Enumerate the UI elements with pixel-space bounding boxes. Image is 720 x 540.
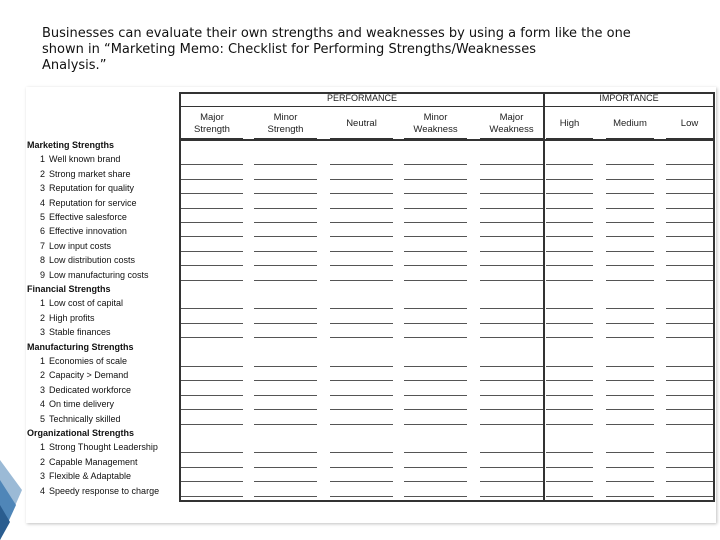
checklist-item [27, 384, 131, 396]
rating-blank[interactable] [606, 193, 654, 194]
rating-blank[interactable] [404, 208, 467, 209]
item-label: Capable Management [49, 456, 138, 467]
column-header-text [346, 118, 377, 130]
item-number: 4 [39, 399, 45, 410]
rating-blank[interactable] [330, 380, 393, 381]
rating-blank[interactable] [666, 308, 713, 309]
item-label: Reputation for service [49, 197, 137, 208]
item-label: High profits [49, 312, 95, 323]
section-heading [27, 341, 134, 353]
column-header-text [268, 112, 304, 136]
rating-blank[interactable] [181, 265, 243, 266]
rating-blank[interactable] [404, 222, 467, 223]
column-header-text [194, 112, 230, 136]
rating-blank[interactable] [181, 395, 243, 396]
column-header [480, 109, 543, 139]
item-number: 3 [39, 471, 45, 482]
rating-blank[interactable] [254, 496, 317, 497]
rating-blank[interactable] [254, 481, 317, 482]
column-header-text [613, 118, 647, 130]
rating-blank[interactable] [181, 323, 243, 324]
rating-blank[interactable] [254, 179, 317, 180]
rating-blank[interactable] [666, 467, 713, 468]
rating-blank[interactable] [480, 424, 543, 425]
rating-blank[interactable] [666, 452, 713, 453]
checklist-item [27, 470, 131, 482]
column-header-line-1: Major [499, 111, 524, 123]
rating-blank[interactable] [254, 251, 317, 252]
item-number: 2 [39, 168, 45, 179]
rating-blank[interactable] [546, 395, 593, 396]
rating-blank[interactable] [480, 409, 543, 410]
rating-blank[interactable] [546, 280, 593, 281]
item-label: Dedicated workforce [49, 384, 132, 395]
rating-blank[interactable] [404, 164, 467, 165]
rating-blank[interactable] [330, 337, 393, 338]
checklist-item [27, 269, 149, 281]
item-number: 1 [39, 298, 45, 309]
rating-blank[interactable] [480, 366, 543, 367]
rating-blank[interactable] [666, 496, 713, 497]
rating-blank[interactable] [404, 323, 467, 324]
checklist-item [27, 297, 123, 309]
rating-blank[interactable] [606, 366, 654, 367]
rating-blank[interactable] [181, 208, 243, 209]
item-label: Stable finances [49, 327, 111, 338]
rating-blank[interactable] [666, 164, 713, 165]
rating-blank[interactable] [546, 308, 593, 309]
rating-blank[interactable] [181, 251, 243, 252]
item-number: 4 [39, 197, 45, 208]
column-header [181, 109, 243, 139]
checklist-item [27, 211, 127, 223]
item-number: 1 [39, 356, 45, 366]
rating-blank[interactable] [480, 481, 543, 482]
table-body-frame [179, 141, 715, 502]
rating-blank[interactable] [181, 308, 243, 309]
rating-blank[interactable] [546, 208, 593, 209]
checklist-item [27, 355, 127, 367]
rating-blank[interactable] [254, 280, 317, 281]
item-label: Financial Strengths [27, 284, 111, 294]
column-header-text [560, 118, 580, 130]
rating-blank[interactable] [404, 265, 467, 266]
rating-blank[interactable] [606, 337, 654, 338]
intro-text [42, 26, 702, 74]
rating-blank[interactable] [606, 164, 654, 165]
item-label: Organizational Strengths [27, 428, 135, 438]
rating-blank[interactable] [330, 251, 393, 252]
column-header-line-1: High [559, 117, 580, 129]
item-number: 4 [39, 485, 45, 496]
group-divider [543, 92, 545, 502]
item-number: 1 [39, 154, 45, 165]
rating-blank[interactable] [546, 222, 593, 223]
item-label: Effective innovation [49, 226, 127, 237]
rating-blank[interactable] [666, 179, 713, 180]
rating-blank[interactable] [666, 222, 713, 223]
column-header-line-1: Minor [273, 111, 298, 123]
rating-blank[interactable] [546, 179, 593, 180]
rating-blank[interactable] [330, 193, 393, 194]
rating-blank[interactable] [404, 308, 467, 309]
rating-blank[interactable] [404, 409, 467, 410]
rating-blank[interactable] [480, 179, 543, 180]
rating-blank[interactable] [606, 481, 654, 482]
rating-blank[interactable] [666, 236, 713, 237]
rating-blank[interactable] [666, 265, 713, 266]
rating-blank[interactable] [546, 337, 593, 338]
rating-blank[interactable] [404, 481, 467, 482]
rating-blank[interactable] [330, 366, 393, 367]
rating-blank[interactable] [254, 265, 317, 266]
item-number: 5 [39, 413, 45, 424]
rating-blank[interactable] [606, 236, 654, 237]
column-header-line-1: Major [200, 111, 224, 123]
rating-blank[interactable] [181, 496, 243, 497]
rating-blank[interactable] [546, 496, 593, 497]
rating-blank[interactable] [546, 251, 593, 252]
rating-blank[interactable] [666, 395, 713, 396]
column-header [404, 109, 467, 139]
rating-blank[interactable] [181, 236, 243, 237]
item-number: 3 [39, 327, 45, 338]
item-label: Economies of scale [49, 356, 128, 366]
rating-blank[interactable] [404, 236, 467, 237]
column-header-line-1: Low [680, 117, 699, 129]
checklist-item [27, 398, 114, 410]
item-label: Technically skilled [49, 413, 121, 424]
column-header-line-1: Medium [613, 117, 647, 129]
rating-blank[interactable] [254, 193, 317, 194]
rating-blank[interactable] [480, 265, 543, 266]
checklist-item [27, 326, 111, 338]
rating-blank[interactable] [546, 236, 593, 237]
item-number: 1 [39, 442, 45, 453]
checklist-item [27, 240, 111, 252]
rating-blank[interactable] [666, 409, 713, 410]
rating-blank[interactable] [254, 380, 317, 381]
checklist-item [27, 369, 128, 381]
column-header [666, 109, 713, 139]
rating-blank[interactable] [606, 395, 654, 396]
rating-blank[interactable] [666, 251, 713, 252]
rating-blank[interactable] [666, 380, 713, 381]
item-number: 3 [39, 183, 45, 194]
rating-blank[interactable] [404, 467, 467, 468]
rating-blank[interactable] [546, 481, 593, 482]
intro-line-1: Businesses can evaluate their own strengths and weaknesses by using a form like the one [42, 26, 631, 41]
rating-blank[interactable] [254, 222, 317, 223]
rating-blank[interactable] [606, 265, 654, 266]
column-header-line-1: Neutral [346, 117, 377, 129]
rating-blank[interactable] [666, 323, 713, 324]
item-label: Strong Thought Leadership [49, 442, 158, 453]
performance-header: PERFORMANCE [326, 93, 397, 103]
rating-blank[interactable] [546, 193, 593, 194]
rating-blank[interactable] [480, 280, 543, 281]
rating-blank[interactable] [181, 409, 243, 410]
item-label: Well known brand [49, 154, 121, 165]
rating-blank[interactable] [181, 337, 243, 338]
rating-blank[interactable] [606, 251, 654, 252]
item-label: Reputation for quality [49, 183, 135, 194]
rating-blank[interactable] [546, 380, 593, 381]
rating-blank[interactable] [330, 496, 393, 497]
rating-blank[interactable] [181, 222, 243, 223]
item-label: Low input costs [49, 240, 112, 251]
rating-blank[interactable] [404, 380, 467, 381]
rating-blank[interactable] [480, 193, 543, 194]
item-label: Effective salesforce [49, 212, 127, 222]
rating-blank[interactable] [254, 337, 317, 338]
rating-blank[interactable] [254, 323, 317, 324]
rating-blank[interactable] [606, 323, 654, 324]
rating-blank[interactable] [330, 395, 393, 396]
rating-blank[interactable] [330, 409, 393, 410]
item-label: Low cost of capital [49, 298, 124, 309]
rating-blank[interactable] [606, 308, 654, 309]
section-heading [27, 283, 111, 295]
rating-blank[interactable] [254, 208, 317, 209]
item-label: On time delivery [49, 399, 115, 410]
rating-blank[interactable] [404, 251, 467, 252]
item-number: 2 [39, 312, 45, 323]
rating-blank[interactable] [480, 452, 543, 453]
item-label: Low manufacturing costs [49, 269, 149, 280]
rating-blank[interactable] [330, 481, 393, 482]
rating-blank[interactable] [330, 179, 393, 180]
rating-blank[interactable] [254, 467, 317, 468]
item-label: Flexible & Adaptable [49, 471, 132, 482]
rating-blank[interactable] [546, 164, 593, 165]
rating-blank[interactable] [546, 452, 593, 453]
item-label: Speedy response to charge [49, 485, 160, 496]
rating-blank[interactable] [254, 236, 317, 237]
item-number: 7 [39, 240, 45, 251]
intro-line-2: shown in “Marketing Memo: Checklist for Performing Strengths/Weaknesses [42, 42, 536, 57]
item-number: 8 [39, 255, 45, 266]
column-header-line-1: Minor [423, 111, 448, 123]
rating-blank[interactable] [330, 467, 393, 468]
checklist-item [27, 153, 120, 165]
rating-blank[interactable] [606, 496, 654, 497]
rating-blank[interactable] [404, 496, 467, 497]
rating-blank[interactable] [330, 236, 393, 237]
rating-blank[interactable] [404, 452, 467, 453]
rating-blank[interactable] [666, 280, 713, 281]
column-header-text [413, 112, 457, 136]
rating-blank[interactable] [254, 424, 317, 425]
rating-blank[interactable] [666, 337, 713, 338]
rating-blank[interactable] [254, 308, 317, 309]
item-label: Low distribution costs [49, 255, 136, 266]
rating-blank[interactable] [606, 409, 654, 410]
checklist-item [27, 225, 127, 237]
rating-blank[interactable] [181, 481, 243, 482]
rating-blank[interactable] [606, 222, 654, 223]
column-header [546, 109, 593, 139]
rating-blank[interactable] [606, 208, 654, 209]
rating-blank[interactable] [254, 395, 317, 396]
rating-blank[interactable] [404, 424, 467, 425]
rating-blank[interactable] [181, 467, 243, 468]
rating-blank[interactable] [546, 265, 593, 266]
item-number: 2 [39, 456, 45, 467]
section-heading [27, 139, 114, 151]
rating-blank[interactable] [480, 236, 543, 237]
rating-blank[interactable] [181, 164, 243, 165]
rating-blank[interactable] [181, 280, 243, 281]
corner-decoration [0, 450, 30, 540]
rating-blank[interactable] [330, 323, 393, 324]
item-label: Marketing Strengths [27, 140, 115, 150]
rating-blank[interactable] [181, 452, 243, 453]
column-header [606, 109, 654, 139]
rating-blank[interactable] [546, 366, 593, 367]
rating-blank[interactable] [666, 481, 713, 482]
column-header-text [489, 112, 533, 136]
rating-blank[interactable] [181, 179, 243, 180]
rating-blank[interactable] [546, 409, 593, 410]
rating-blank[interactable] [546, 424, 593, 425]
rating-blank[interactable] [480, 222, 543, 223]
rating-blank[interactable] [480, 308, 543, 309]
rating-blank[interactable] [330, 424, 393, 425]
rating-blank[interactable] [181, 424, 243, 425]
rating-blank[interactable] [254, 164, 317, 165]
item-number: 6 [39, 226, 45, 237]
checklist-item [27, 197, 137, 209]
column-header-line-2: Strength [194, 123, 230, 135]
rating-blank[interactable] [480, 208, 543, 209]
rating-blank[interactable] [606, 452, 654, 453]
rating-blank[interactable] [666, 424, 713, 425]
rating-blank[interactable] [330, 308, 393, 309]
rating-blank[interactable] [181, 193, 243, 194]
rating-blank[interactable] [666, 208, 713, 209]
rating-blank[interactable] [404, 395, 467, 396]
rating-blank[interactable] [480, 337, 543, 338]
item-number: 2 [39, 370, 45, 381]
rating-blank[interactable] [330, 164, 393, 165]
checklist-item [27, 168, 131, 180]
checklist-item [27, 254, 135, 266]
checklist-item [27, 441, 158, 453]
item-label: Manufacturing Strengths [27, 341, 134, 352]
rating-blank[interactable] [254, 409, 317, 410]
rating-blank[interactable] [606, 280, 654, 281]
checklist-item [27, 413, 121, 425]
rating-blank[interactable] [606, 179, 654, 180]
column-header-text [681, 118, 698, 130]
rating-blank[interactable] [404, 280, 467, 281]
item-number: 5 [39, 212, 45, 222]
item-number: 3 [39, 384, 45, 395]
rating-blank[interactable] [330, 222, 393, 223]
rating-blank[interactable] [666, 193, 713, 194]
column-header [254, 109, 317, 139]
rating-blank[interactable] [480, 496, 543, 497]
checklist-item [27, 182, 134, 194]
rating-blank[interactable] [254, 452, 317, 453]
checklist-item [27, 312, 95, 324]
rating-blank[interactable] [606, 380, 654, 381]
rating-blank[interactable] [404, 193, 467, 194]
rating-blank[interactable] [404, 179, 467, 180]
rating-blank[interactable] [330, 452, 393, 453]
rating-blank[interactable] [480, 395, 543, 396]
rating-blank[interactable] [181, 380, 243, 381]
intro-line-3: Analysis.” [42, 58, 107, 73]
rating-blank[interactable] [404, 337, 467, 338]
column-header-line-2: Weakness [489, 123, 534, 135]
rating-blank[interactable] [480, 251, 543, 252]
column-header [330, 109, 393, 139]
rating-blank[interactable] [254, 366, 317, 367]
rating-blank[interactable] [546, 323, 593, 324]
rating-blank[interactable] [606, 467, 654, 468]
rating-blank[interactable] [480, 380, 543, 381]
rating-blank[interactable] [404, 366, 467, 367]
item-label: Capacity > Demand [49, 370, 129, 381]
rating-blank[interactable] [330, 208, 393, 209]
rating-blank[interactable] [480, 164, 543, 165]
rating-blank[interactable] [181, 366, 243, 367]
column-header-line-2: Weakness [413, 123, 458, 135]
rating-blank[interactable] [330, 265, 393, 266]
rating-blank[interactable] [480, 323, 543, 324]
item-number: 9 [39, 269, 45, 280]
item-label: Strong market share [49, 168, 131, 179]
importance-header: IMPORTANCE [599, 93, 659, 103]
rating-blank[interactable] [666, 366, 713, 367]
rating-blank[interactable] [480, 467, 543, 468]
rating-blank[interactable] [330, 280, 393, 281]
rating-blank[interactable] [546, 467, 593, 468]
checklist-item [27, 456, 138, 468]
rating-blank[interactable] [606, 424, 654, 425]
checklist-item [27, 485, 159, 497]
section-heading [27, 427, 134, 439]
column-header-line-2: Strength [267, 123, 304, 135]
